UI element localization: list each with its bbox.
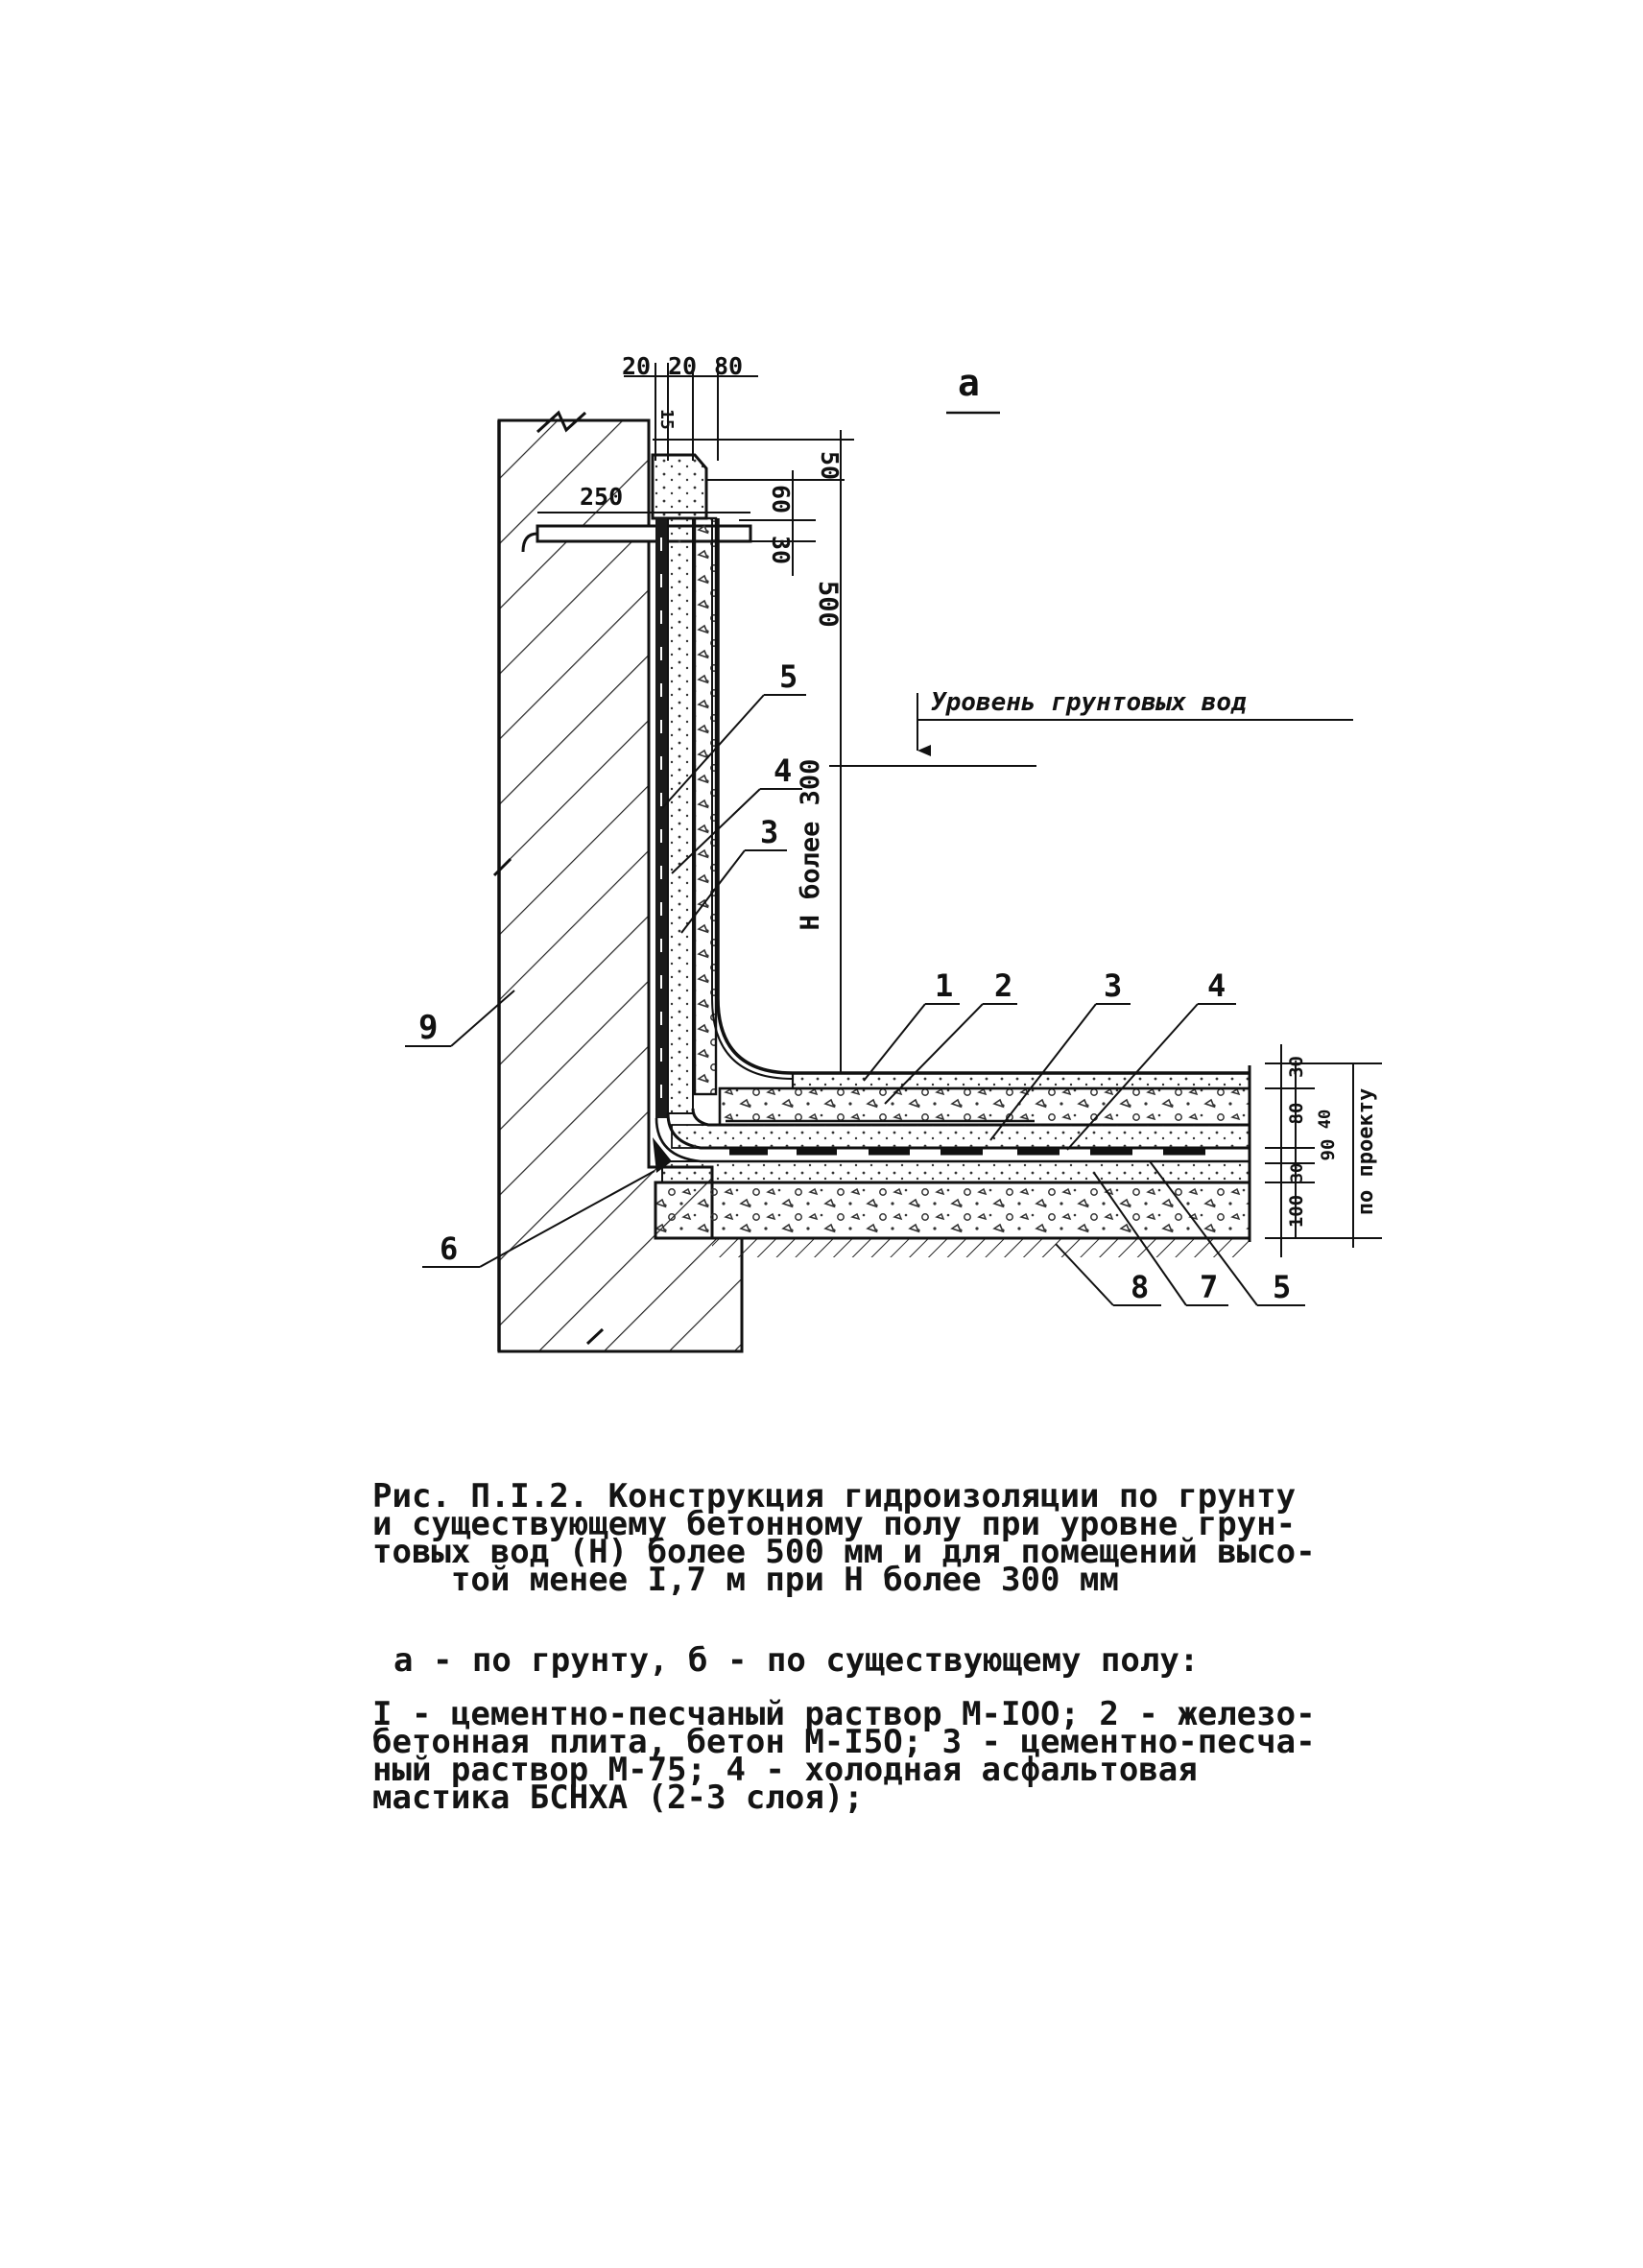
caption-legend-line: бетонная плита, бетон М-I5O; 3 - цементно-песча- bbox=[372, 1723, 1316, 1761]
dimension-500: 500 bbox=[813, 581, 843, 628]
callout-wall-6: 6 bbox=[440, 1230, 459, 1267]
dimension-r-90: 90 bbox=[1318, 1138, 1339, 1161]
callout-floor-2: 2 bbox=[994, 967, 1013, 1004]
floor-build-up bbox=[653, 1065, 1250, 1257]
caption-title-line: товых вод (Н) более 500 мм и для помещений высо- bbox=[372, 1533, 1316, 1571]
groundwater-label: Уровень грунтовых вод bbox=[931, 688, 1247, 717]
dimension-250: 250 bbox=[580, 483, 624, 511]
dimension-r-30: 30 bbox=[1286, 1056, 1307, 1078]
dimension-h-over-300: Н более 300 bbox=[796, 758, 825, 931]
caption-legend-line: I - цементно-песчаный раствор М-IOO; 2 - железо- bbox=[372, 1695, 1316, 1733]
callout-floor-4: 4 bbox=[1207, 967, 1226, 1004]
right-dimensions bbox=[1265, 1044, 1382, 1257]
panel-letter: а bbox=[958, 362, 980, 404]
callout-floor-5: 5 bbox=[1273, 1269, 1292, 1305]
caption-title-line: Рис. П.I.2. Конструкция гидроизоляции по грунту bbox=[372, 1477, 1297, 1516]
panel-label bbox=[946, 362, 1000, 413]
caption-title-line: той менее I,7 м при Н более 300 мм bbox=[372, 1561, 1119, 1599]
callout-wall-3: 3 bbox=[760, 814, 779, 850]
callout-floor-3: 3 bbox=[1104, 967, 1123, 1004]
callout-wall-5: 5 bbox=[779, 658, 798, 695]
dimension-80: 80 bbox=[714, 352, 744, 380]
callout-wall-4: 4 bbox=[774, 752, 793, 789]
caption-legend-line: ный раствор М-75; 4 - холодная асфальтовая bbox=[372, 1751, 1198, 1789]
dimension-20-a: 20 bbox=[622, 352, 652, 380]
figure-caption-subtitle: а - по грунту, б - по существующему полу: bbox=[393, 1641, 1200, 1680]
figure-caption-title bbox=[372, 1477, 1342, 1599]
dimension-20-b: 20 bbox=[668, 352, 698, 380]
dimension-15: 15 bbox=[656, 409, 677, 430]
figure-caption-legend bbox=[372, 1695, 1342, 1817]
dimension-30: 30 bbox=[767, 536, 795, 565]
dimension-r-80: 80 bbox=[1286, 1102, 1307, 1125]
dimension-r-100: 100 bbox=[1286, 1194, 1307, 1229]
dimension-50: 50 bbox=[816, 451, 844, 481]
callout-floor-1: 1 bbox=[935, 967, 954, 1004]
dimension-r-40: 40 bbox=[1316, 1109, 1335, 1130]
caption-title-line: и существующему бетонному полу при уровне грун- bbox=[372, 1505, 1297, 1543]
groundwater-level bbox=[841, 688, 1353, 766]
dimension-per-design: по проекту bbox=[1354, 1087, 1378, 1216]
callout-wall-9: 9 bbox=[418, 1009, 439, 1047]
callout-floor-7: 7 bbox=[1200, 1269, 1219, 1305]
dimension-60: 60 bbox=[767, 485, 795, 514]
caption-legend-line: мастика БСНХА (2-3 слоя); bbox=[372, 1779, 864, 1817]
dimension-r-30b: 30 bbox=[1288, 1162, 1307, 1183]
callout-floor-8: 8 bbox=[1131, 1269, 1150, 1305]
